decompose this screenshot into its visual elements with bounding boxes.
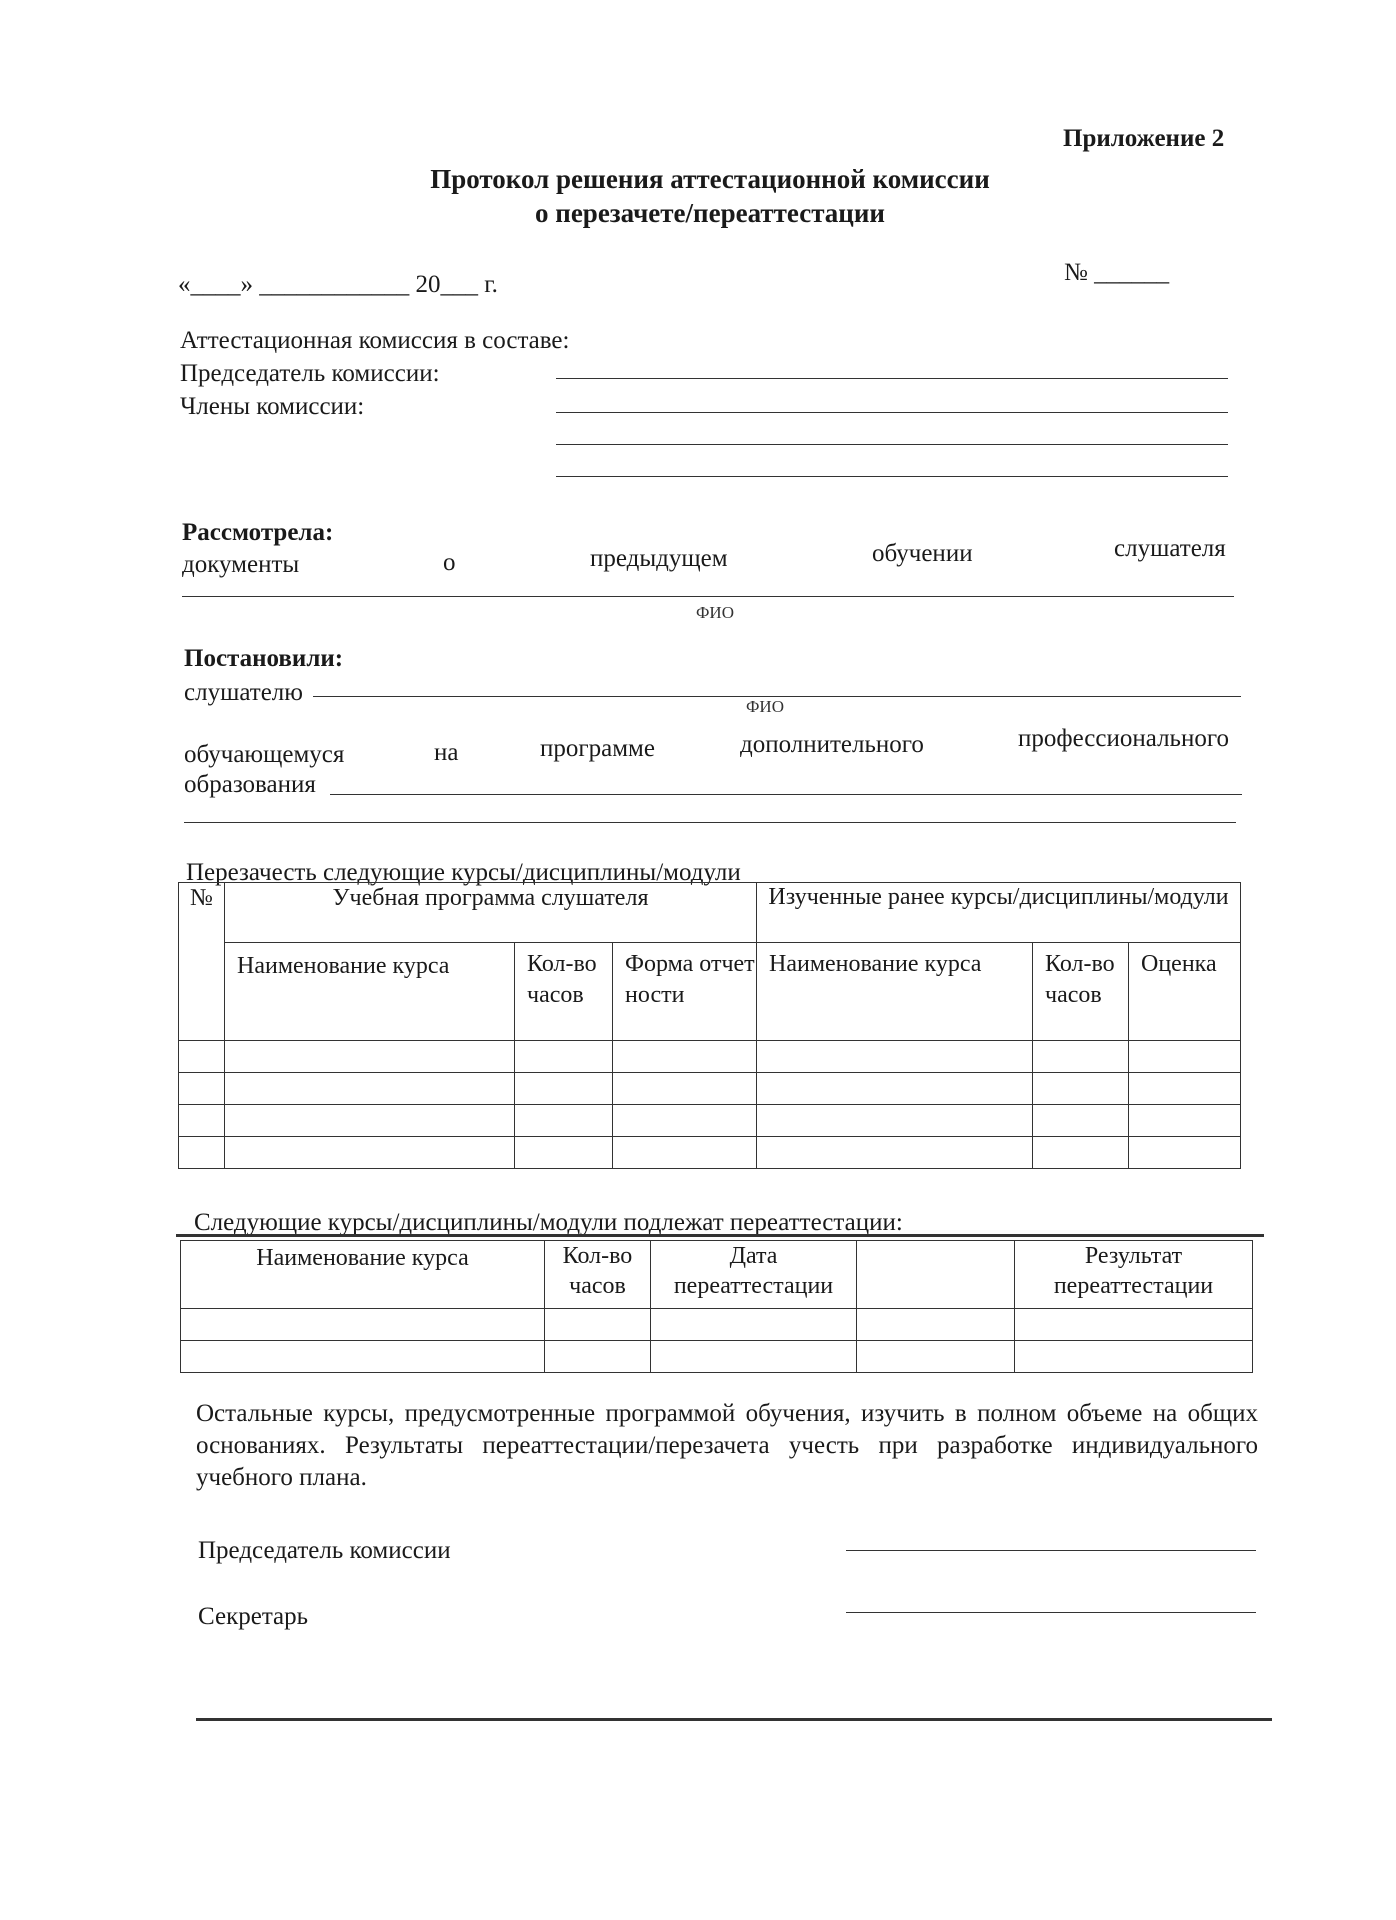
reattestation-table (180, 1240, 1253, 1373)
reviewed-word-1: документы (182, 551, 300, 578)
appendix-label: Приложение 2 (1063, 125, 1225, 152)
col-course-name: Наименование курса (181, 1241, 545, 1309)
resolved-word-2: на (434, 739, 459, 766)
table2-row (181, 1309, 1253, 1341)
reviewed-word-5: слушателя (1114, 535, 1226, 562)
table1-row (179, 1105, 1241, 1137)
reviewed-fio-line (182, 596, 1234, 597)
reviewed-word-3: предыдущем (590, 545, 728, 572)
education-line-1 (330, 794, 1242, 795)
protocol-number: № ______ (1064, 259, 1170, 286)
secretary-signature-line (846, 1612, 1256, 1613)
footer-chair-label: Председатель комиссии (198, 1537, 451, 1564)
reviewed-word-4: обучении (872, 540, 973, 567)
col-number: № (179, 883, 225, 1041)
document-title (250, 162, 1170, 230)
col-prev-course-name: Наименование курса (757, 943, 1033, 1041)
col-result: Результат переаттестации (1015, 1241, 1253, 1309)
resolved-word-1: обучающемуся (184, 741, 345, 768)
member-line-2 (556, 444, 1228, 445)
title-line-2: о перезачете/переаттестации (535, 198, 885, 228)
col-date: Дата переаттестации (651, 1241, 857, 1309)
protocol-date: «____» ____________ 20___ г. (178, 271, 498, 298)
table1-column-header-row (179, 943, 1241, 1041)
resolved-word-4: дополнительного (740, 731, 924, 758)
education-label: образования (184, 771, 316, 798)
commission-intro: Аттестационная комиссия в составе: (180, 327, 570, 354)
members-label: Члены комиссии: (180, 393, 365, 420)
table1-row (179, 1041, 1241, 1073)
table1-row (179, 1073, 1241, 1105)
education-line-2 (184, 822, 1236, 823)
bottom-rule (196, 1718, 1272, 1721)
student-program-header: Учебная программа слушателя (225, 883, 757, 943)
resolved-heading: Постановили: (184, 645, 344, 672)
title-line-1: Протокол решения аттестационной комиссии (430, 164, 990, 194)
table2-top-rule (176, 1234, 1264, 1237)
footer-chair-signature-line (846, 1550, 1256, 1551)
table1-group-header-row (179, 883, 1241, 943)
previous-courses-header: Изученные ранее курсы/дисциплины/модули (757, 883, 1241, 943)
col-hours: Кол-во часов (545, 1241, 651, 1309)
table1-row (179, 1137, 1241, 1169)
member-line-1 (556, 412, 1228, 413)
table1-caption: Перезачесть следующие курсы/дисциплины/модули (186, 859, 741, 886)
col-course-name: Наименование курса (225, 943, 515, 1041)
reviewed-word-2: о (443, 549, 456, 576)
secretary-label: Секретарь (198, 1603, 309, 1630)
resolved-word-3: программе (540, 735, 655, 762)
col-report-form: Форма отчетности (613, 943, 757, 1041)
chair-label: Председатель комиссии: (180, 360, 440, 387)
recredit-table (178, 882, 1241, 1169)
col-hours: Кол-во часов (515, 943, 613, 1041)
remaining-courses-paragraph: Остальные курсы, предусмотренные программой обучения, изучить в полном объеме на общих основаниях. Результаты переаттестации/перезачета учесть при разработке индивидуального учебного плана. (196, 1400, 1258, 1491)
resolved-word-5: профессионального (1018, 725, 1229, 752)
member-line-3 (556, 476, 1228, 477)
col-blank (857, 1241, 1015, 1309)
listener-label: слушателю (184, 679, 303, 706)
reviewed-heading: Рассмотрела: (182, 519, 334, 546)
chair-signature-line (556, 378, 1228, 379)
col-prev-hours: Кол-во часов (1033, 943, 1129, 1041)
reviewed-fio-caption: ФИО (696, 603, 734, 622)
table2-header-row (181, 1241, 1253, 1309)
table2-row (181, 1341, 1253, 1373)
table2-caption: Следующие курсы/дисциплины/модули подлежат переаттестации: (194, 1209, 903, 1236)
col-grade: Оценка (1129, 943, 1241, 1041)
resolved-fio-caption: ФИО (746, 697, 784, 716)
